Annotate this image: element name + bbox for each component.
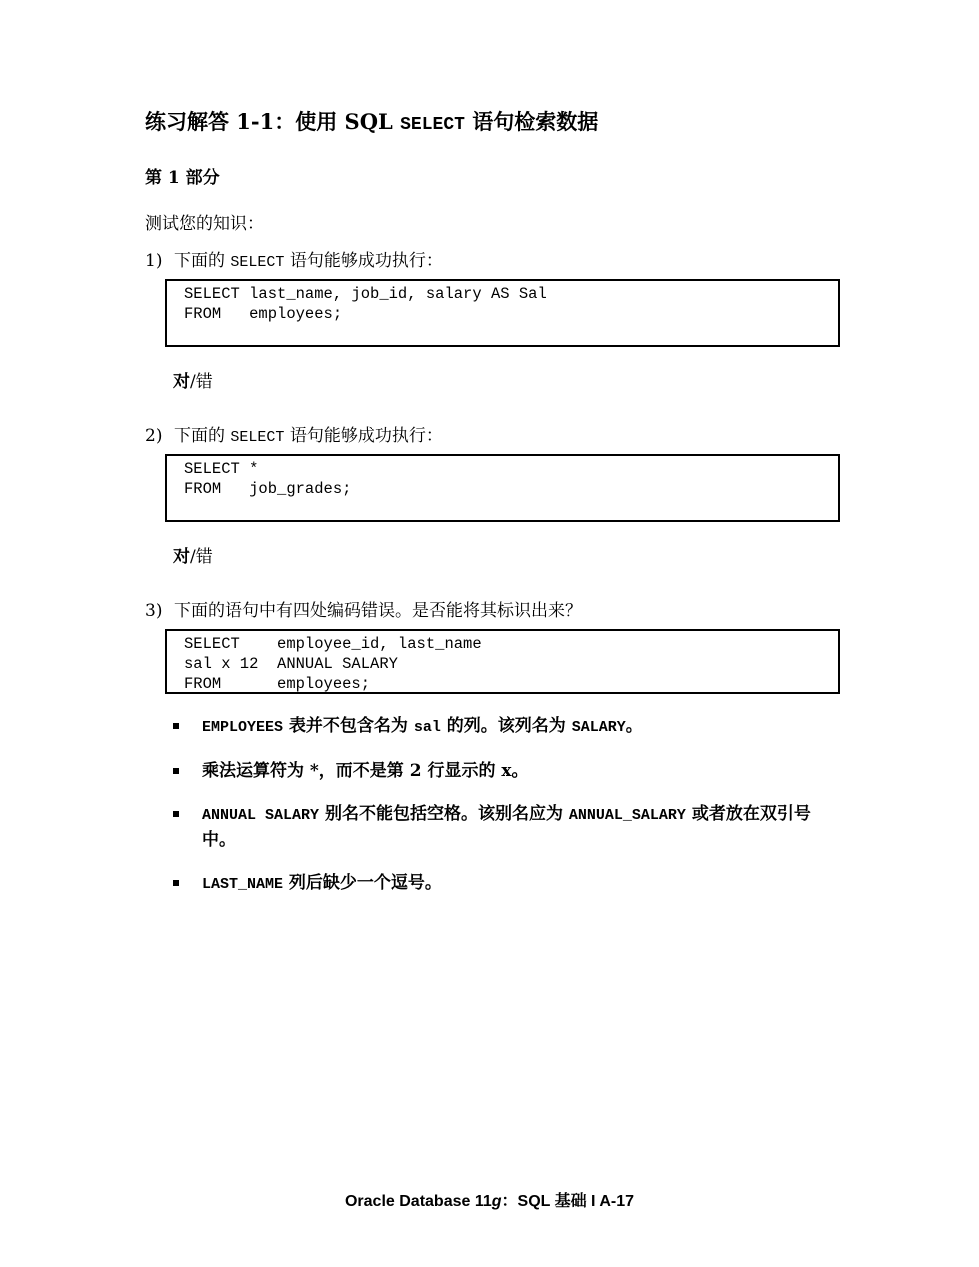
square-bullet-icon [173, 723, 179, 729]
error-item [173, 759, 833, 783]
code-line: sal x 12 ANNUAL SALARY [184, 655, 398, 673]
code-line: FROM employees; [184, 305, 343, 323]
error-list [173, 714, 833, 916]
answer-false: 错 [195, 372, 213, 392]
error-item [173, 802, 833, 852]
error-text: 别名不能包括空格。该别名应为 [319, 804, 569, 824]
answer-separator: / [190, 547, 196, 567]
title-prefix: 练习解答 1-1：使用 SQL [145, 109, 401, 134]
answer-2 [173, 542, 213, 567]
code-box-1 [165, 279, 840, 347]
page-footer [0, 1188, 979, 1211]
code-term: ANNUAL_SALARY [568, 807, 686, 824]
code-line: FROM employees; [184, 675, 371, 693]
question-3 [145, 596, 582, 621]
question-2 [145, 421, 443, 446]
square-bullet-icon [173, 811, 179, 817]
footer-page: ：SQL 基础 I A-17 [501, 1193, 635, 1210]
footer-product: Oracle Database 11 [344, 1193, 492, 1210]
answer-1 [173, 367, 213, 392]
code-term: ANNUAL SALARY [202, 807, 320, 824]
square-bullet-icon [173, 768, 179, 774]
page-title [145, 106, 598, 136]
answer-true: 对 [173, 547, 190, 567]
code-term: EMPLOYEES [202, 719, 284, 736]
code-box-2 [165, 454, 840, 522]
question-keyword: SELECT [230, 254, 285, 271]
question-1 [145, 246, 443, 271]
code-line: SELECT employee_id, last_name [184, 635, 482, 653]
question-number: 1) [145, 251, 163, 271]
code-line: SELECT * [184, 460, 259, 478]
error-text: 乘法运算符为 *，而不是第 2 行显示的 x。 [202, 761, 529, 781]
title-keyword: SELECT [400, 115, 465, 135]
error-item [173, 714, 833, 740]
code-term: sal [413, 719, 441, 736]
footer-version-letter: g [491, 1193, 502, 1210]
answer-false: 错 [195, 547, 213, 567]
error-item [173, 871, 833, 897]
question-keyword: SELECT [230, 429, 285, 446]
code-term: SALARY [571, 719, 626, 736]
question-number: 2) [145, 426, 163, 446]
answer-separator: / [190, 372, 196, 392]
code-term: LAST_NAME [202, 876, 284, 893]
code-line: FROM job_grades; [184, 480, 352, 498]
intro-text: 测试您的知识： [145, 214, 264, 234]
title-suffix: 语句检索数据 [464, 109, 599, 134]
square-bullet-icon [173, 880, 179, 886]
error-text: 的列。该列名为 [440, 716, 572, 736]
code-line: SELECT last_name, job_id, salary AS Sal [184, 285, 547, 303]
question-text-after: 语句能够成功执行： [284, 426, 443, 446]
error-text: 。 [625, 716, 643, 736]
part-heading: 第 1 部分 [145, 168, 220, 188]
question-number: 3) [145, 601, 163, 621]
answer-true: 对 [173, 372, 190, 392]
error-text: 表并不包含名为 [283, 716, 414, 736]
question-text: 下面的语句中有四处编码错误。是否能将其标识出来？ [174, 601, 582, 621]
question-text-before: 下面的 [174, 426, 231, 446]
error-text: 列后缺少一个逗号。 [283, 873, 442, 893]
question-text-after: 语句能够成功执行： [284, 251, 443, 271]
question-text-before: 下面的 [174, 251, 231, 271]
error-text: 或者放在双引号中。 [202, 804, 811, 850]
code-box-3 [165, 629, 840, 694]
